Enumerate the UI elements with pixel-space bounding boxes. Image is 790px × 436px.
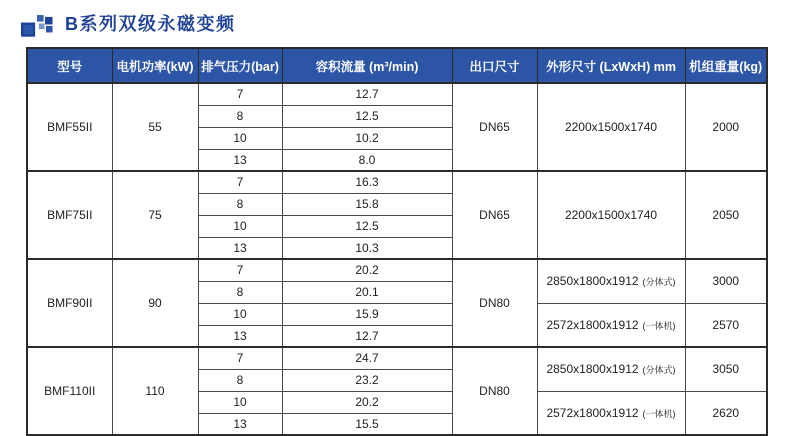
cell-unit-weight: 2000 bbox=[685, 83, 767, 171]
dimension-value: 2200x1500x1740 bbox=[564, 120, 658, 134]
column-header: 排气压力(bar) bbox=[198, 48, 282, 83]
cell-volume-flow: 12.7 bbox=[282, 83, 452, 105]
dimension-value: 2572x1800x1912 bbox=[546, 317, 639, 332]
cell-discharge-pressure: 10 bbox=[198, 215, 282, 237]
cell-discharge-pressure: 13 bbox=[198, 413, 282, 435]
cell-volume-flow: 12.7 bbox=[282, 325, 452, 347]
cell-volume-flow: 15.9 bbox=[282, 303, 452, 325]
spec-table bbox=[26, 47, 768, 436]
cell-motor-power: 110 bbox=[112, 347, 198, 435]
cell-unit-weight: 2050 bbox=[685, 171, 767, 259]
pixel-squares-icon bbox=[21, 9, 53, 38]
cell-discharge-pressure: 10 bbox=[198, 127, 282, 149]
cell-volume-flow: 20.2 bbox=[282, 391, 452, 413]
cell-volume-flow: 15.8 bbox=[282, 193, 452, 215]
cell-volume-flow: 10.2 bbox=[282, 127, 452, 149]
page-title: B系列双级永磁变频 bbox=[65, 14, 236, 34]
cell-model: BMF110II bbox=[27, 347, 112, 435]
cell-outlet-size: DN65 bbox=[452, 83, 537, 171]
cell-volume-flow: 20.2 bbox=[282, 259, 452, 281]
table-row bbox=[27, 259, 767, 281]
dimension-value: 2850x1800x1912 bbox=[546, 274, 639, 289]
cell-unit-weight: 2570 bbox=[685, 303, 767, 347]
column-header: 机组重量(kg) bbox=[685, 48, 767, 83]
dimension-value: 2850x1800x1912 bbox=[546, 362, 639, 377]
cell-unit-weight: 2620 bbox=[685, 391, 767, 435]
cell-motor-power: 55 bbox=[112, 83, 198, 171]
cell-volume-flow: 23.2 bbox=[282, 369, 452, 391]
column-header: 型号 bbox=[27, 48, 112, 83]
section-header bbox=[21, 8, 236, 38]
dimension-note: (一体机) bbox=[642, 408, 676, 419]
cell-model: BMF90II bbox=[27, 259, 112, 347]
dimension-value: 2200x1500x1740 bbox=[564, 208, 658, 222]
cell-dimensions bbox=[537, 171, 685, 259]
cell-outlet-size: DN80 bbox=[452, 259, 537, 347]
cell-dimensions bbox=[537, 303, 685, 347]
dimension-note: (分体式) bbox=[642, 277, 676, 288]
cell-discharge-pressure: 7 bbox=[198, 171, 282, 193]
cell-discharge-pressure: 7 bbox=[198, 83, 282, 105]
cell-dimensions bbox=[537, 83, 685, 171]
header-row bbox=[27, 48, 767, 83]
table-row bbox=[27, 83, 767, 105]
column-header: 出口尺寸 bbox=[452, 48, 537, 83]
cell-volume-flow: 12.5 bbox=[282, 105, 452, 127]
cell-dimensions bbox=[537, 391, 685, 435]
cell-discharge-pressure: 7 bbox=[198, 347, 282, 369]
cell-discharge-pressure: 8 bbox=[198, 369, 282, 391]
dimension-note: (一体机) bbox=[642, 320, 676, 331]
cell-discharge-pressure: 8 bbox=[198, 105, 282, 127]
cell-dimensions bbox=[537, 259, 685, 303]
cell-volume-flow: 10.3 bbox=[282, 237, 452, 259]
cell-discharge-pressure: 8 bbox=[198, 281, 282, 303]
cell-outlet-size: DN65 bbox=[452, 171, 537, 259]
cell-volume-flow: 20.1 bbox=[282, 281, 452, 303]
cell-motor-power: 75 bbox=[112, 171, 198, 259]
cell-unit-weight: 3050 bbox=[685, 347, 767, 391]
table-row bbox=[27, 171, 767, 193]
cell-volume-flow: 12.5 bbox=[282, 215, 452, 237]
column-header: 电机功率(kW) bbox=[112, 48, 198, 83]
cell-volume-flow: 8.0 bbox=[282, 149, 452, 171]
cell-motor-power: 90 bbox=[112, 259, 198, 347]
cell-model: BMF75II bbox=[27, 171, 112, 259]
cell-discharge-pressure: 13 bbox=[198, 149, 282, 171]
cell-volume-flow: 15.5 bbox=[282, 413, 452, 435]
cell-volume-flow: 24.7 bbox=[282, 347, 452, 369]
cell-discharge-pressure: 13 bbox=[198, 237, 282, 259]
cell-model: BMF55II bbox=[27, 83, 112, 171]
cell-dimensions bbox=[537, 347, 685, 391]
column-header: 外形尺寸 (LxWxH) mm bbox=[537, 48, 685, 83]
cell-discharge-pressure: 7 bbox=[198, 259, 282, 281]
dimension-value: 2572x1800x1912 bbox=[546, 405, 639, 420]
cell-unit-weight: 3000 bbox=[685, 259, 767, 303]
cell-discharge-pressure: 10 bbox=[198, 303, 282, 325]
column-header: 容积流量 (m³/min) bbox=[282, 48, 452, 83]
table-row bbox=[27, 347, 767, 369]
cell-outlet-size: DN80 bbox=[452, 347, 537, 435]
cell-discharge-pressure: 8 bbox=[198, 193, 282, 215]
cell-volume-flow: 16.3 bbox=[282, 171, 452, 193]
cell-discharge-pressure: 10 bbox=[198, 391, 282, 413]
dimension-note: (分体式) bbox=[642, 365, 676, 376]
cell-discharge-pressure: 13 bbox=[198, 325, 282, 347]
